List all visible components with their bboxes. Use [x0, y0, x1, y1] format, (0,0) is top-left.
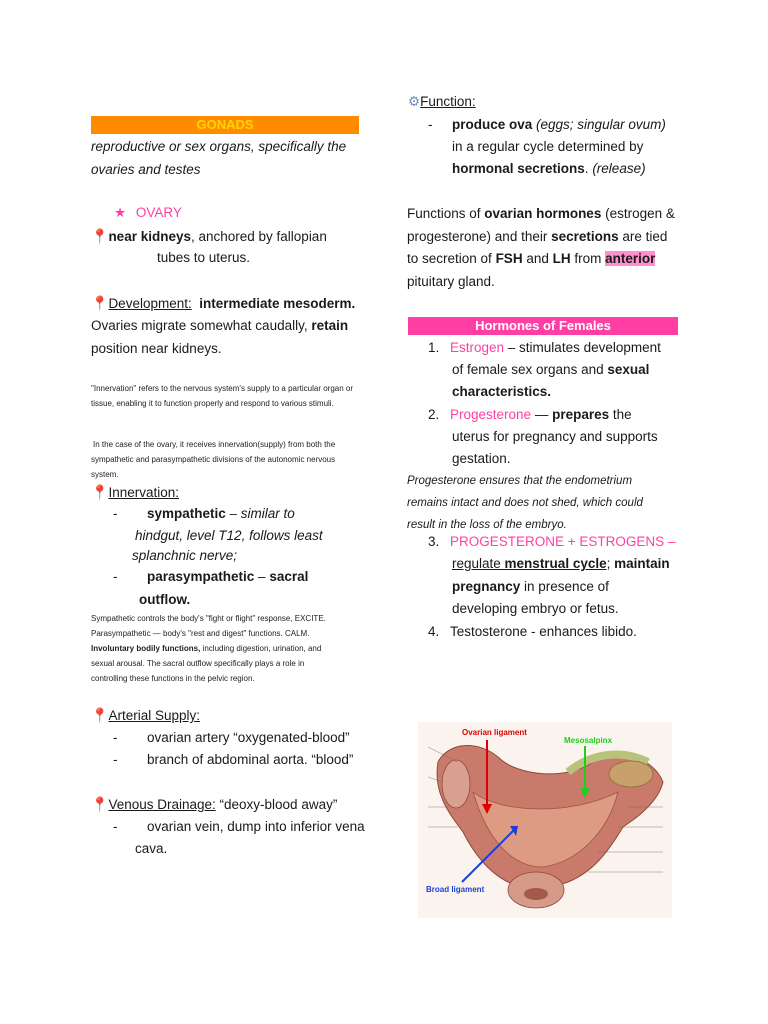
- list-item-testosterone: 4. Testosterone - enhances libido.: [428, 624, 637, 639]
- sympathetic-detail-2: splanchnic nerve;: [132, 548, 238, 563]
- arterial-item-1: - ovarian artery “oxygenated-blood”: [113, 730, 350, 745]
- sympathetic-detail: hindgut, level T12, follows least: [135, 528, 323, 543]
- estrogen-detail-2: characteristics.: [452, 384, 552, 399]
- venous-heading: 📍Venous Drainage: “deoxy-blood away”: [91, 796, 338, 812]
- combo-detail-3: developing embryo or fetus.: [452, 601, 619, 616]
- gonads-definition: reproductive or sex organs, specifically the ovaries and testes: [91, 139, 347, 177]
- pin-icon: 📍: [91, 295, 109, 311]
- pin-icon: 📍: [91, 484, 109, 500]
- hormones-header-bar: [408, 317, 678, 335]
- sympathetic-item: - sympathetic – similar to: [113, 506, 295, 521]
- ovary-heading: [114, 202, 182, 225]
- uterus-diagram: [418, 722, 672, 918]
- function-item-line3: hormonal secretions. (release): [452, 161, 646, 176]
- broad-ligament-label: Broad ligament: [426, 885, 485, 894]
- ovary-innervation-note: In the case of the ovary, it receives innervation(supply) from both the sympathetic and parasympathetic divisions of the autonomic nervous system.: [91, 440, 336, 479]
- function-item: - produce ova (eggs; singular ovum): [428, 117, 666, 132]
- ovarian-hormones-paragraph: Functions of ovarian hormones (estrogen & progesterone) and their secretions are tied to secretion of FSH and LH from anterior pituitary gland.: [407, 206, 675, 289]
- estrogen-detail: of female sex organs and sexual: [452, 362, 650, 377]
- list-item-estrogen: 1. Estrogen – stimulates development: [428, 340, 661, 355]
- development-detail: Ovaries migrate somewhat caudally, retain: [91, 318, 349, 333]
- venous-item-1: - ovarian vein, dump into inferior vena: [113, 819, 365, 834]
- mesosalpinx-label: Mesosalpinx: [564, 736, 613, 745]
- autonomic-note: Sympathetic controls the body's "fight or flight" response, EXCITE. Parasympathetic — body's "rest and digest" functions. CALM. Involuntary bodily functions, including digestion, urination, and sexual arousal. The sacral outflow specifically plays a role in controlling these functions in the pelvic region.: [91, 614, 326, 683]
- innervation-heading: 📍Innervation:: [91, 484, 179, 500]
- pin-icon: 📍: [91, 228, 109, 244]
- development-detail-2: position near kidneys.: [91, 341, 222, 356]
- parasympathetic-detail: outflow.: [139, 592, 191, 607]
- combo-detail: regulate menstrual cycle; maintain: [452, 556, 670, 571]
- arterial-item-2: - branch of abdominal aorta. “blood”: [113, 752, 354, 767]
- function-heading: ⚙Function:: [408, 94, 476, 109]
- arterial-heading: 📍Arterial Supply:: [91, 707, 200, 723]
- gonads-title: GONADS: [196, 117, 254, 132]
- ovarian-ligament-label: Ovarian ligament: [462, 728, 527, 737]
- list-item-progesterone: 2. Progesterone — prepares the: [428, 407, 632, 422]
- progesterone-note: Progesterone ensures that the endometrium remains intact and does not shed, which could result in the loss of the embryo.: [407, 475, 643, 531]
- near-kidneys-continued: tubes to uterus.: [157, 250, 251, 265]
- development-line: 📍Development: intermediate mesoderm.: [91, 295, 356, 311]
- function-item-line2: in a regular cycle determined by: [452, 139, 644, 154]
- near-kidneys-line: 📍near kidneys, anchored by fallopian: [91, 228, 327, 244]
- ovary-title: OVARY: [135, 205, 182, 220]
- gonads-header-bar: [91, 116, 359, 134]
- parasympathetic-item: - parasympathetic – sacral: [113, 569, 309, 584]
- pin-icon: 📍: [91, 796, 109, 812]
- combo-detail-2: pregnancy in presence of: [452, 579, 609, 594]
- star-icon: ★: [114, 205, 127, 220]
- progesterone-detail: uterus for pregnancy and supports: [452, 429, 658, 444]
- anterior-highlight: anterior: [605, 251, 656, 266]
- pin-icon: 📍: [91, 707, 109, 723]
- innervation-definition: "Innervation" refers to the nervous system's supply to a particular organ or tissue, enabling it to function properly and respond to various stimuli.: [91, 384, 353, 408]
- venous-item-1-cont: cava.: [135, 841, 168, 856]
- progesterone-detail-2: gestation.: [452, 451, 511, 466]
- hormones-title: Hormones of Females: [475, 318, 611, 333]
- gear-icon: ⚙: [408, 94, 421, 109]
- list-item-combo: 3. PROGESTERONE + ESTROGENS –: [428, 534, 676, 549]
